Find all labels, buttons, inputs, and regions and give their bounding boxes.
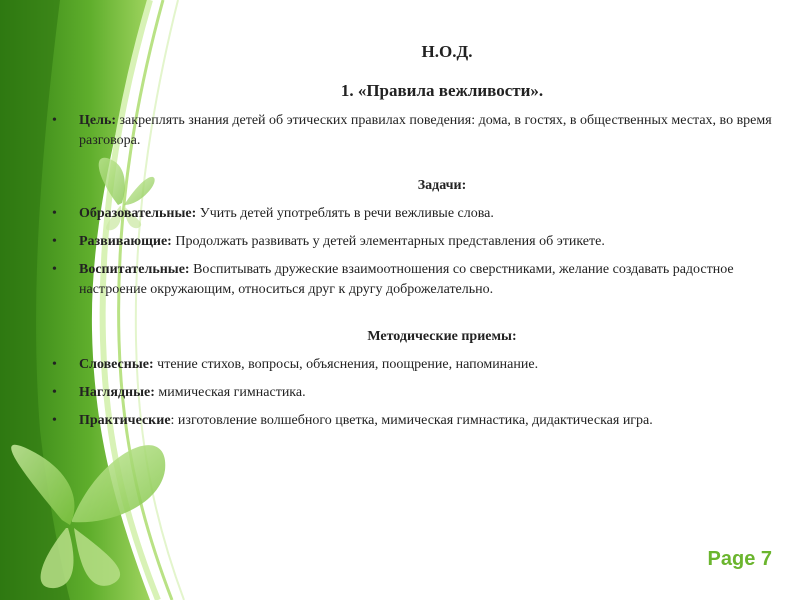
page-number: Page 7 [707, 548, 772, 570]
task-text: Учить детей употреблять в речи вежливые слова. [196, 206, 494, 221]
method-item-verbal [52, 355, 772, 375]
task-item-developing [52, 232, 772, 252]
method-label: Практические [79, 413, 171, 428]
method-label: Наглядные: [79, 385, 155, 400]
tasks-list [52, 204, 772, 300]
task-text: Воспитывать дружеские взаимоотношения со сверстниками, желание создавать радостное настроение окружающим, относиться друг к другу доброжелательно. [79, 262, 734, 297]
slide-title: Н.О.Д. [421, 42, 473, 61]
slide-content [52, 38, 772, 431]
method-item-visual [52, 383, 772, 403]
method-text: : изготовление волшебного цветка, мимическая гимнастика, дидактическая игра. [170, 413, 653, 428]
goal-list [52, 111, 772, 151]
methods-list [52, 355, 772, 431]
methods-heading: Методические приемы: [367, 329, 517, 344]
method-text: мимическая гимнастика. [154, 385, 306, 400]
method-label: Словесные: [79, 357, 154, 372]
goal-item [52, 111, 772, 151]
task-text: Продолжать развивать у детей элементарных представления об этикете. [171, 234, 605, 249]
task-item-upbringing [52, 260, 772, 300]
tasks-heading: Задачи: [417, 178, 467, 193]
task-label: Развивающие: [79, 234, 172, 249]
lesson-title: 1. «Правила вежливости». [340, 81, 544, 100]
goal-text: закреплять знания детей об этических правилах поведения: дома, в гостях, в общественных местах, во время разговора. [79, 113, 772, 148]
method-text: чтение стихов, вопросы, объяснения, поощрение, напоминание. [153, 357, 539, 372]
task-item-educational [52, 204, 772, 224]
task-label: Образовательные: [79, 206, 197, 221]
task-label: Воспитательные: [79, 262, 190, 277]
goal-label: Цель: [79, 113, 117, 128]
method-item-practical [52, 411, 772, 431]
